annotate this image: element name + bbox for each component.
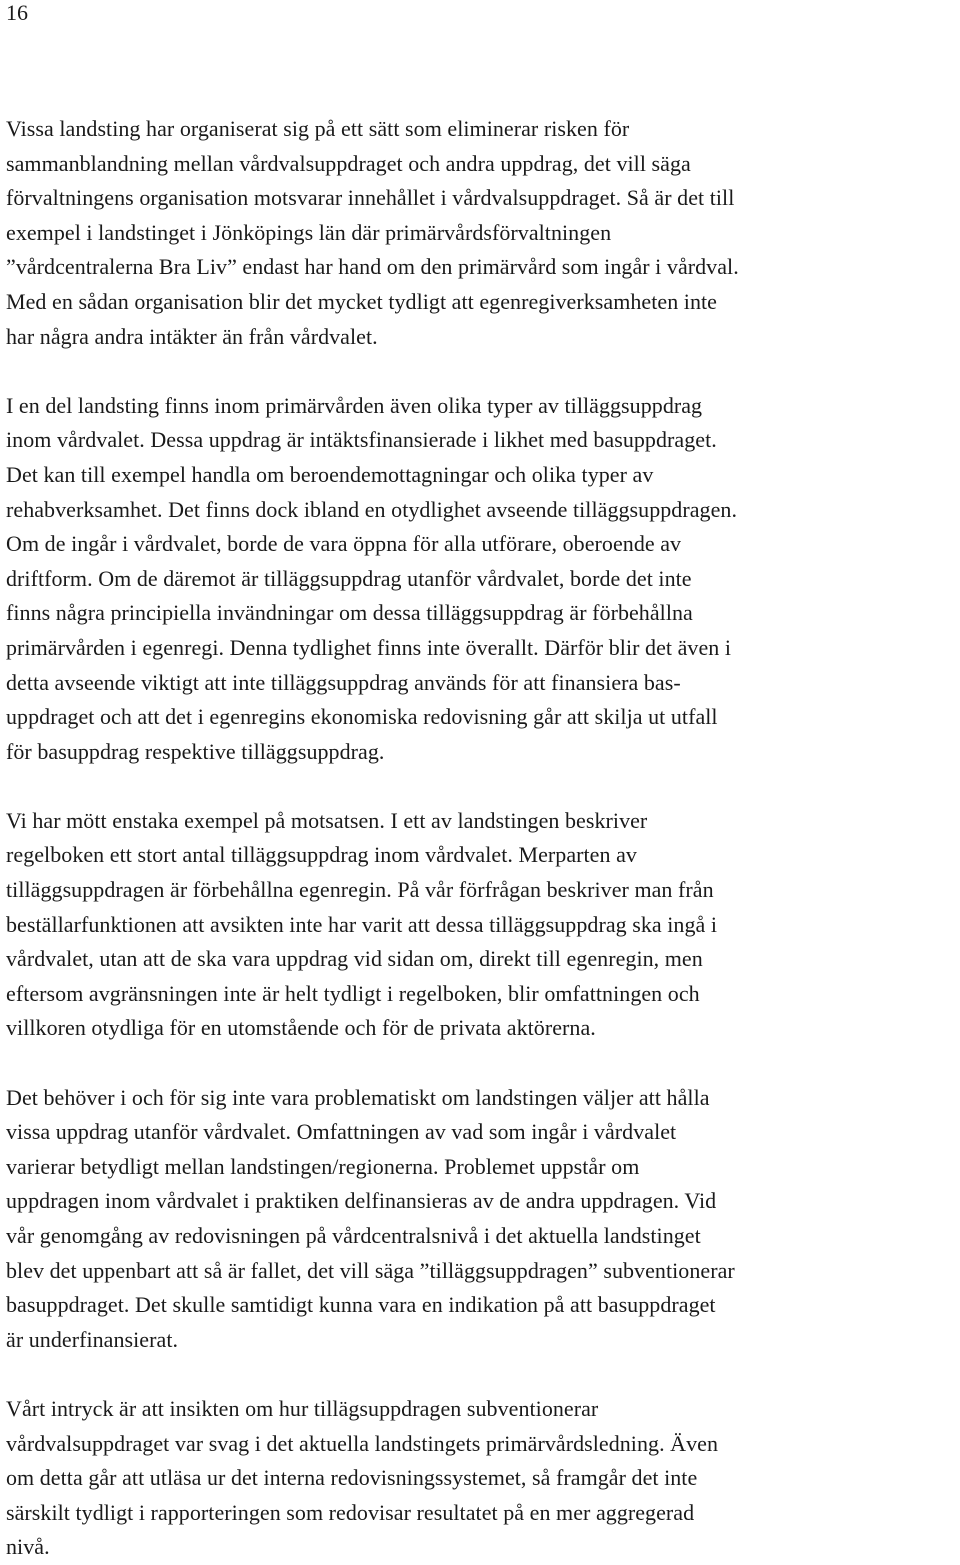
paragraph-5	[6, 1392, 956, 1565]
text-line: vår genomgång av redovisningen på vårdcentralsnivå i det aktuella landstinget	[6, 1223, 701, 1248]
paragraph-2	[6, 389, 956, 770]
text-line: finns några principiella invändningar om dessa tilläggsuppdrag är förbehållna	[6, 600, 693, 626]
text-line: vissa uppdrag utanför vårdvalet. Omfattningen av vad som ingår i vårdvalet	[6, 1119, 677, 1145]
text-line: uppdraget och att det i egenregins ekonomiska redovisning går att skilja ut utfall	[6, 704, 718, 730]
text-line: nivå.	[6, 1534, 50, 1560]
text-line: eftersom avgränsningen inte är helt tydligt i regelboken, blir omfattningen och	[6, 980, 700, 1006]
text-line: Det behöver i och för sig inte vara problematiskt om landstingen väljer att hålla	[6, 1084, 710, 1110]
text-line: driftform. Om de däremot är tilläggsuppdrag utanför vårdvalet, borde det inte	[6, 565, 692, 591]
text-line: om detta går att utläsa ur det interna redovisningssystemet, så framgår det inte	[6, 1465, 698, 1491]
text-line: ”vårdcentralerna Bra Liv” endast har hand om den primärvård som ingår i vårdval.	[6, 254, 739, 280]
text-line: är underfinansierat.	[6, 1326, 179, 1352]
text-line: uppdragen inom vårdvalet i praktiken delfinansieras av de andra uppdragen. Vid	[6, 1188, 717, 1214]
paragraph-1	[6, 112, 956, 354]
text-line: exempel i landstinget i Jönköpings län där primärvårdsförvaltningen	[6, 219, 612, 245]
text-line: vårdvalet, utan att de ska vara uppdrag vid sidan om, direkt till egenregin, men	[6, 946, 703, 972]
text-line: inom vårdvalet. Dessa uppdrag är intäktsfinansierade i likhet med basuppdraget.	[6, 427, 717, 453]
text-line: tilläggsuppdragen är förbehållna egenregin. På vår förfrågan beskriver man från	[6, 877, 714, 903]
text-line: förvaltningens organisation motsvarar innehållet i vårdvalsuppdraget. Så är det till	[6, 185, 735, 211]
text-line: har några andra intäkter än från vårdvalet.	[6, 323, 378, 349]
text-line: Om de ingår i vårdvalet, borde de vara öppna för alla utförare, oberoende av	[6, 531, 682, 557]
text-line: detta avseende viktigt att inte tilläggsuppdrag används för att finansiera bas-	[6, 669, 681, 695]
text-line: Vi har mött enstaka exempel på motsatsen. I ett av landstingen beskriver	[6, 807, 648, 833]
text-line: rehabverksamhet. Det finns dock ibland en otydlighet avseende tilläggsuppdragen.	[6, 496, 738, 522]
text-line: vårdvalsuppdraget var svag i det aktuella landstingets primärvårdsledning. Även	[6, 1430, 719, 1456]
text-line: Vårt intryck är att insikten om hur tillägsuppdragen subventionerar	[6, 1395, 599, 1421]
text-line: basuppdraget. Det skulle samtidigt kunna vara en indikation på att basuppdraget	[6, 1292, 716, 1318]
text-line: Med en sådan organisation blir det mycket tydligt att egenregiverksamheten inte	[6, 288, 717, 314]
text-line: blev det uppenbart att så är fallet, det vill säga ”tilläggsuppdragen” subventionerar	[6, 1257, 735, 1283]
text-line: sammanblandning mellan vårdvalsuppdraget och andra uppdrag, det vill säga	[6, 150, 691, 176]
text-line: Det kan till exempel handla om beroendemottagningar och olika typer av	[6, 461, 654, 487]
text-line: primärvården i egenregi. Denna tydlighet finns inte överallt. Därför blir det även i	[6, 634, 732, 660]
text-line: villkoren otydliga för en utomstående och för de privata aktörerna.	[6, 1015, 596, 1041]
paragraph-3	[6, 804, 956, 1046]
text-line: särskilt tydligt i rapporteringen som redovisar resultatet på en mer aggregerad	[6, 1499, 695, 1525]
paragraph-4	[6, 1081, 956, 1358]
text-line: varierar betydligt mellan landstingen/regionerna. Problemet uppstår om	[6, 1153, 640, 1179]
text-line: Vissa landsting har organiserat sig på ett sätt som eliminerar risken för	[6, 116, 630, 141]
text-line: I en del landsting finns inom primärvården även olika typer av tilläggsuppdrag	[6, 392, 703, 418]
text-line: regelboken ett stort antal tilläggsuppdrag inom vårdvalet. Merparten av	[6, 842, 637, 868]
body-text	[6, 112, 956, 1565]
text-line: beställarfunktionen att avsikten inte har varit att dessa tilläggsuppdrag ska ingå i	[6, 911, 718, 937]
page-number: 16	[6, 0, 28, 25]
text-line: för basuppdrag respektive tilläggsuppdrag.	[6, 738, 385, 764]
